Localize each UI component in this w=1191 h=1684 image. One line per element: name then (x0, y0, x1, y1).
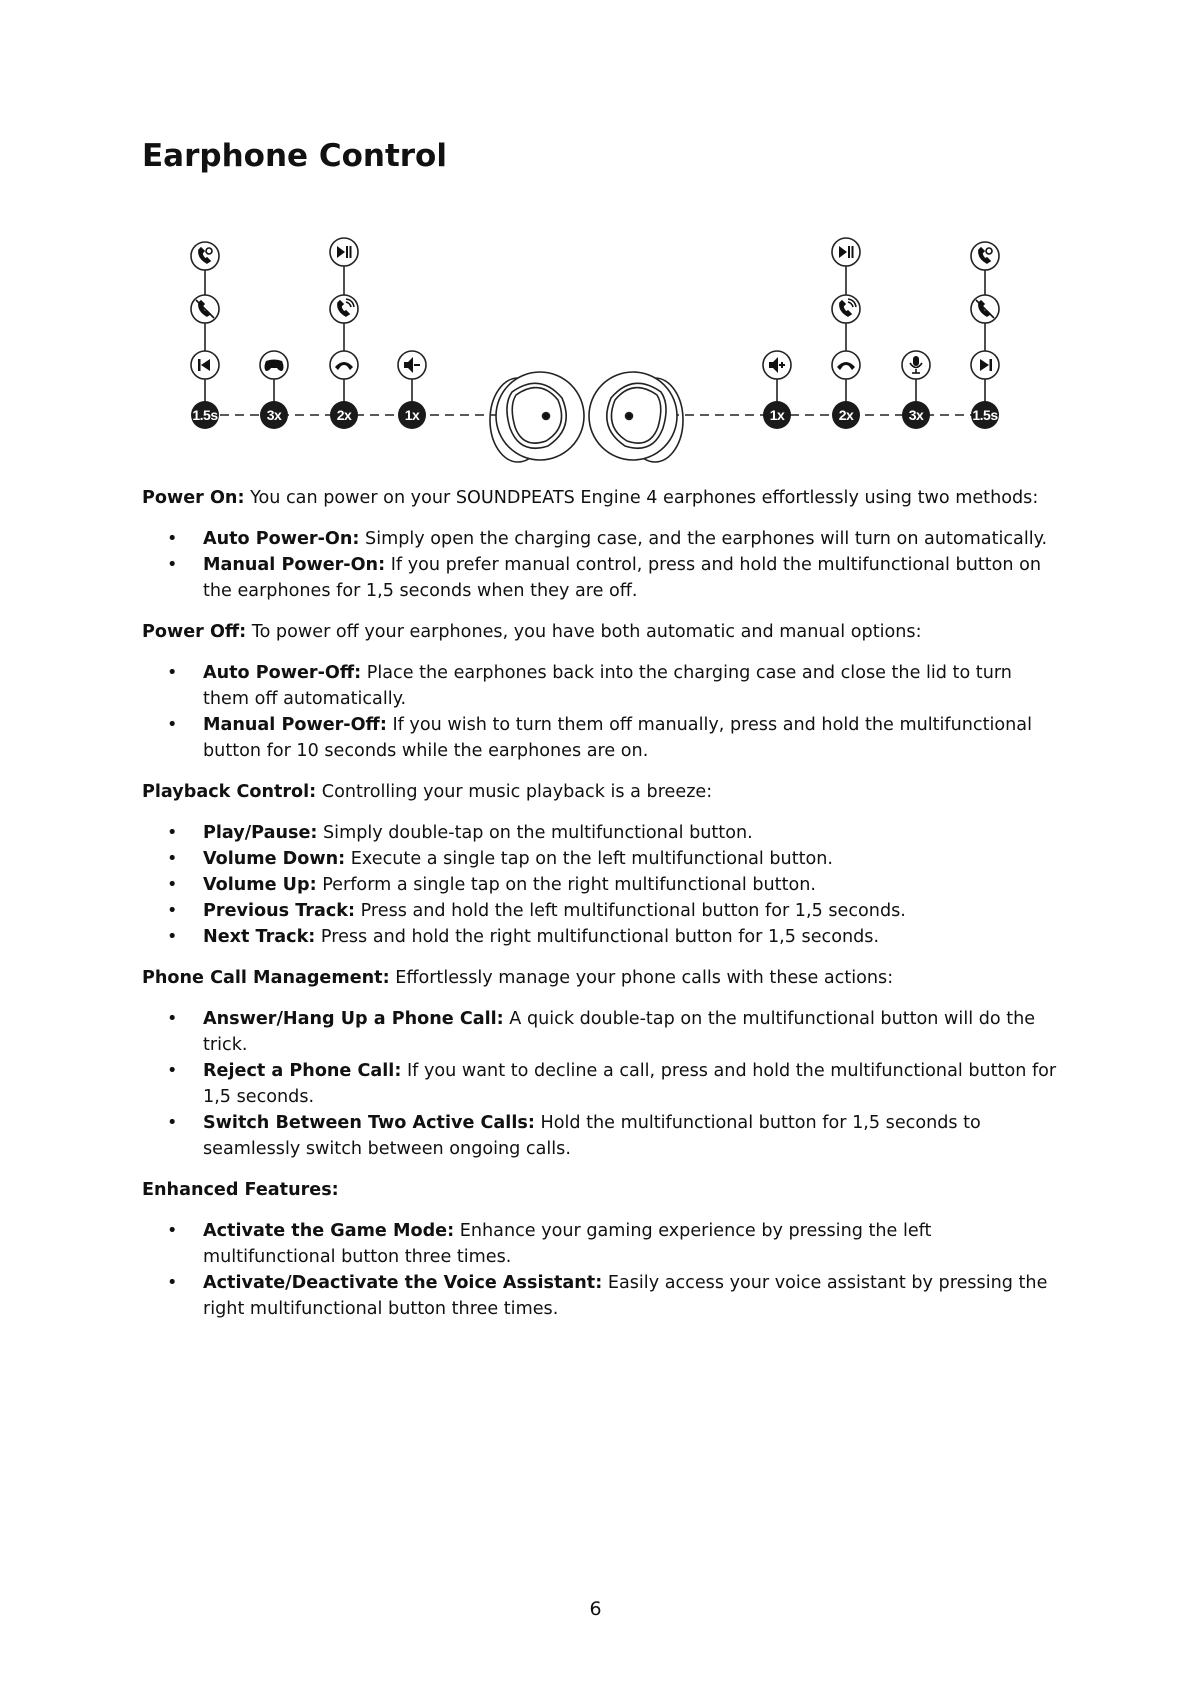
item-text: Hold the multifunctional button for 1,5 seconds to seamlessly switch between ongoing calls. (203, 1113, 981, 1159)
item-label: Play/Pause: (203, 823, 318, 843)
list-item (203, 820, 1062, 846)
text: Controlling your music playback is a breeze: (316, 782, 713, 802)
item-text: Perform a single tap on the right multifunctional button. (316, 875, 816, 895)
left-earbud-illustration (490, 372, 584, 462)
item-text: Place the earphones back into the charging case and close the lid to turn them off automatically. (203, 663, 1012, 709)
list-item (203, 1270, 1062, 1322)
item-label: Volume Up: (203, 875, 317, 895)
item-text: Press and hold the right multifunctional button for 1,5 seconds. (315, 927, 880, 947)
right-earbud-illustration (589, 372, 683, 462)
list-item (203, 660, 1062, 712)
calls-list (142, 1006, 1062, 1162)
power-on-list (142, 526, 1062, 604)
item-text: If you wish to turn them off manually, press and hold the multifunctional button for 10 seconds while the earphones are on. (203, 715, 1032, 761)
press-label: 3x (266, 407, 282, 423)
page-title: Earphone Control (142, 138, 447, 174)
switch-calls-icon-right (971, 242, 999, 270)
playback-list (142, 820, 1062, 950)
item-label: Reject a Phone Call: (203, 1061, 402, 1081)
item-label: Manual Power-On: (203, 555, 386, 575)
item-label: Volume Down: (203, 849, 346, 869)
item-label: Auto Power-Off: (203, 663, 362, 683)
list-item (203, 1058, 1062, 1110)
press-label: 2x (336, 407, 352, 423)
item-label: Auto Power-On: (203, 529, 360, 549)
item-text: Simply double-tap on the multifunctional button. (317, 823, 753, 843)
press-label: 2x (838, 407, 854, 423)
heading: Power Off: (142, 622, 247, 642)
item-label: Switch Between Two Active Calls: (203, 1113, 535, 1133)
enhanced-list (142, 1218, 1062, 1322)
item-label: Activate/Deactivate the Voice Assistant: (203, 1273, 603, 1293)
press-label: 1x (769, 407, 785, 423)
incoming-call-icon-right (832, 295, 860, 323)
item-text: If you want to decline a call, press and hold the multifunctional button for 1,5 seconds. (203, 1061, 1057, 1107)
page-number: 6 (589, 1598, 602, 1620)
playback-paragraph (142, 779, 1062, 805)
item-label: Next Track: (203, 927, 316, 947)
earphone-control-diagram (0, 220, 1191, 470)
item-text: If you prefer manual control, press and hold the multifunctional button on the earphones for 1,5 seconds when they are off. (203, 555, 1042, 601)
text: Effortlessly manage your phone calls with these actions: (389, 968, 894, 988)
text: To power off your earphones, you have both automatic and manual options: (246, 622, 922, 642)
heading: Enhanced Features: (142, 1180, 339, 1200)
power-on-paragraph (142, 485, 1062, 511)
list-item (203, 526, 1062, 552)
item-text: Simply open the charging case, and the earphones will turn on automatically. (359, 529, 1048, 549)
press-label: 1x (404, 407, 420, 423)
list-item (203, 1110, 1062, 1162)
item-text: A quick double-tap on the multifunctional button will do the trick. (203, 1009, 1036, 1055)
power-off-list (142, 660, 1062, 764)
switch-calls-icon-left (191, 242, 219, 270)
list-item (203, 1218, 1062, 1270)
heading: Power On: (142, 488, 245, 508)
press-label: 1.5s (972, 407, 998, 423)
item-text: Enhance your gaming experience by pressing the left multifunctional button three times. (203, 1221, 932, 1267)
list-item (203, 872, 1062, 898)
item-label: Activate the Game Mode: (203, 1221, 455, 1241)
item-label: Manual Power-Off: (203, 715, 387, 735)
item-text: Press and hold the left multifunctional button for 1,5 seconds. (355, 901, 906, 921)
list-item (203, 898, 1062, 924)
instructions (142, 485, 1062, 1337)
press-label: 1.5s (192, 407, 218, 423)
list-item (203, 924, 1062, 950)
press-label: 3x (908, 407, 924, 423)
power-off-paragraph (142, 619, 1062, 645)
text: You can power on your SOUNDPEATS Engine 4 earphones effortlessly using two methods: (244, 488, 1039, 508)
list-item (203, 552, 1062, 604)
heading: Phone Call Management: (142, 968, 390, 988)
item-text: Execute a single tap on the left multifunctional button. (345, 849, 834, 869)
list-item (203, 1006, 1062, 1058)
calls-paragraph (142, 965, 1062, 991)
item-label: Previous Track: (203, 901, 355, 921)
item-text: Easily access your voice assistant by pressing the right multifunctional button three times. (203, 1273, 1048, 1319)
enhanced-paragraph (142, 1177, 1062, 1203)
list-item (203, 846, 1062, 872)
list-item (203, 712, 1062, 764)
item-label: Answer/Hang Up a Phone Call: (203, 1009, 504, 1029)
heading: Playback Control: (142, 782, 317, 802)
incoming-call-icon-left (330, 295, 358, 323)
